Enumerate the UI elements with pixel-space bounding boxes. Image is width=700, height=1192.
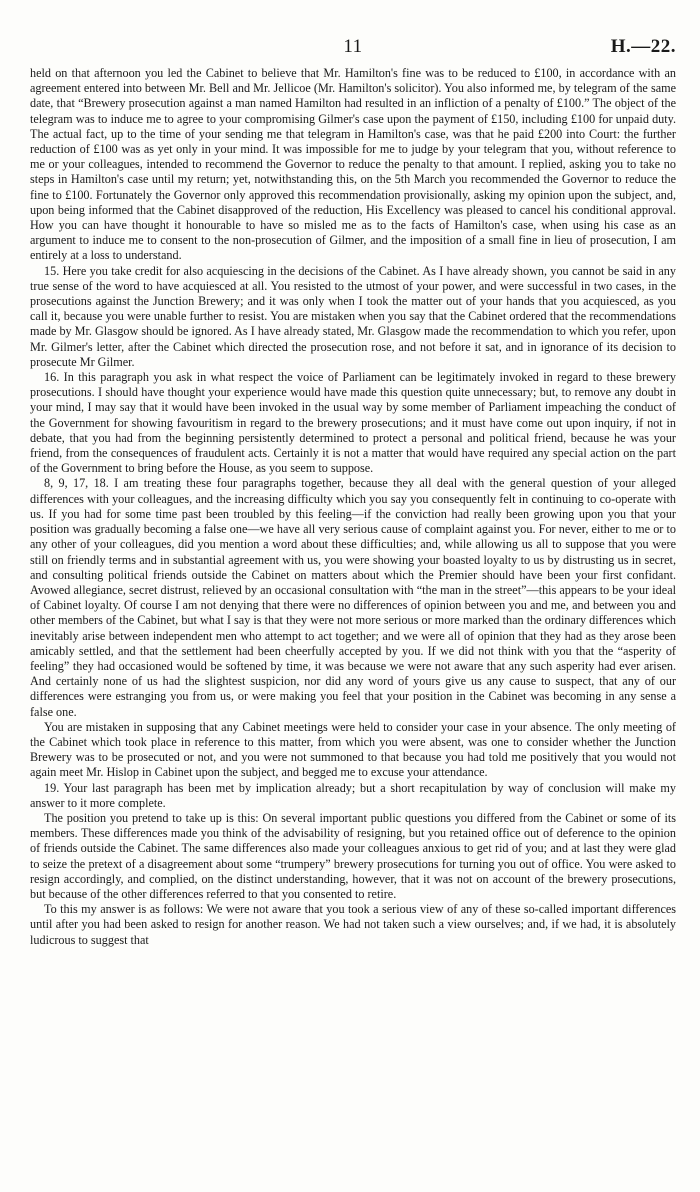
paragraph-15: 15. Here you take credit for also acquiescing in the decisions of the Cabinet. As I have already shown, you cannot be said in any true sense of the word to have acquiesced at all. You resisted to the utmost of your power, and were successful in two cases, in the prosecutions against the Junction Brewery; and it was only when I took the matter out of your hands that you acquiesced, as you call it, because you were unable further to resist. You are mistaken when you say that the Cabinet ordered that the recommendations made by Mr. Glasgow should be ignored. As I have already stated, Mr. Glasgow made the recommendation to which you refer, upon Mr. Gilmer's letter, after the Cabinet which directed the prosecution rose, and not before it sat, and in ignorance of its decision to prosecute Mr Gilmer. [30, 263, 676, 369]
document-body [30, 66, 676, 948]
page-number: 11 [343, 36, 363, 57]
paragraph-cabinet-meetings: You are mistaken in supposing that any Cabinet meetings were held to consider your case in your absence. The only meeting of the Cabinet which took place in reference to this matter, from which you were absent, was one to consider whether the Junction Brewery was to be prosecuted or not, and you were not summoned to that because you had told me positively that you would not again meet Mr. Hislop in Cabinet upon the subject, and begged me to excuse your attendance. [30, 719, 676, 780]
page-header [30, 36, 676, 60]
paragraph-16: 16. In this paragraph you ask in what respect the voice of Parliament can be legitimately invoked in regard to these brewery prosecutions. I should have thought your experience would have made this question quite unnecessary; but, to remove any doubt in your mind, I may say that it would have been invoked in the usual way by some member of Parliament impeaching the conduct of the Government for showing favouritism in regard to the brewery prosecutions; and it must have come out upon inquiry, if not in debate, that you had from the beginning persistently determined to protect a personal and political friend, because he was your friend, from the consequences of fraudulent acts. Certainly it is not a matter that would have required any special action on the part of the Government to bring before the House, as you seem to suppose. [30, 370, 676, 476]
paragraph-answer: To this my answer is as follows: We were not aware that you took a serious view of any of these so-called important differences until after you had been asked to resign for another reason. We had not taken such a view ourselves; and, if we had, it is absolutely ludicrous to suggest that [30, 902, 676, 947]
paragraph-position: The position you pretend to take up is this: On several important public questions you differed from the Cabinet or some of its members. These differences made you think of the advisability of resigning, but you retained office out of deference to the opinion of friends outside the Cabinet. The same differences also made your colleagues anxious to get rid of you; and at last they were glad to seize the pretext of a disagreement about some “trumpery” brewery prosecutions for turning you out of office. You were asked to resign accordingly, and complied, on the distinct understanding, however, that it was not on account of the brewery prosecutions, but because of the other differences referred to that you consented to retire. [30, 810, 676, 901]
paragraph-8-9-17-18: 8, 9, 17, 18. I am treating these four paragraphs together, because they all deal with the general question of your alleged differences with your colleagues, and the increasing difficulty which you say you consequently felt in continuing to co-operate with us. If you had for some time past been troubled by this feeling—if the conviction had really been growing upon you that your position was gradually becoming a false one—we have all very serious cause of complaint against you. For never, either to me or to any other of your colleagues, did you mention a word about these difficulties; and, while allowing us all to suppose that you were still on friendly terms and in substantial agreement with us, you were showing your boasted loyalty to us by distrusting us in secret, and consulting political friends outside the Cabinet on matters about which the Premier should have been your first confidant. Avowed allegiance, secret distrust, relieved by an occasional consultation with “the man in the street”—this appears to be your ideal of Cabinet loyalty. Of course I am not denying that there were no differences of opinion between you and me, and between you and other members of the Cabinet, but what I say is that they were not more serious or more marked than the ordinary differences which inevitably arise between independent men who attempt to act together; and we were all of opinion that they had as they arose been amicably settled, and that the settlement had been cheerfully accepted by you. If we did not think with you that the “asperity of feeling” they had occasioned would be softened by time, it was because we were not aware that any such asperity had ever arisen. And certainly none of us had the slightest suspicion, nor did any word of yours give us any cause to suspect, that any of our differences were estranging you from us, or were making you feel that your position in the Cabinet was becoming in any sense a false one. [30, 476, 676, 719]
paragraph-19: 19. Your last paragraph has been met by implication already; but a short recapitulation by way of conclusion will make my answer to it more complete. [30, 780, 676, 810]
document-reference: H.—22. [610, 36, 676, 57]
paragraph-continuation: held on that afternoon you led the Cabinet to believe that Mr. Hamilton's fine was to be reduced to £100, in accordance with an agreement entered into between Mr. Bell and Mr. Jellicoe (Mr. Hamilton's solicitor). You also informed me, by telegram of the same date, that “Brewery prosecution against a man named Hamilton had resulted in an infliction of a penalty of £100.” The object of the telegram was to induce me to agree to your compromising Gilmer's case upon the payment of £150, including £100 for unpaid duty. The actual fact, up to the time of your sending me that telegram in Hamilton's case, was that he paid £200 into Court: the further reduction of £100 was as yet only in your mind. It was impossible for me to judge by your telegram that you, without reference to me or your colleagues, intended to recommend the Governor to reduce the penalty to that amount. I replied, asking you to take no steps in Hamilton's case until my return; yet, notwithstanding this, on the 5th March you recommended the Governor to reduce the fine to £100. Fortunately the Governor only approved this recommendation provisionally, asking my opinion upon the subject, and, upon being informed that the Cabinet disapproved of the reduction, His Excellency was pleased to cancel his conditional approval. How you can have thought it honourable to have so misled me as to the facts of Hamilton's case, when using his case as an argument to induce me to consent to the non-prosecution of Gilmer, and the imposition of a small fine in lieu of prosecution, I am entirely at a loss to understand. [30, 66, 676, 263]
